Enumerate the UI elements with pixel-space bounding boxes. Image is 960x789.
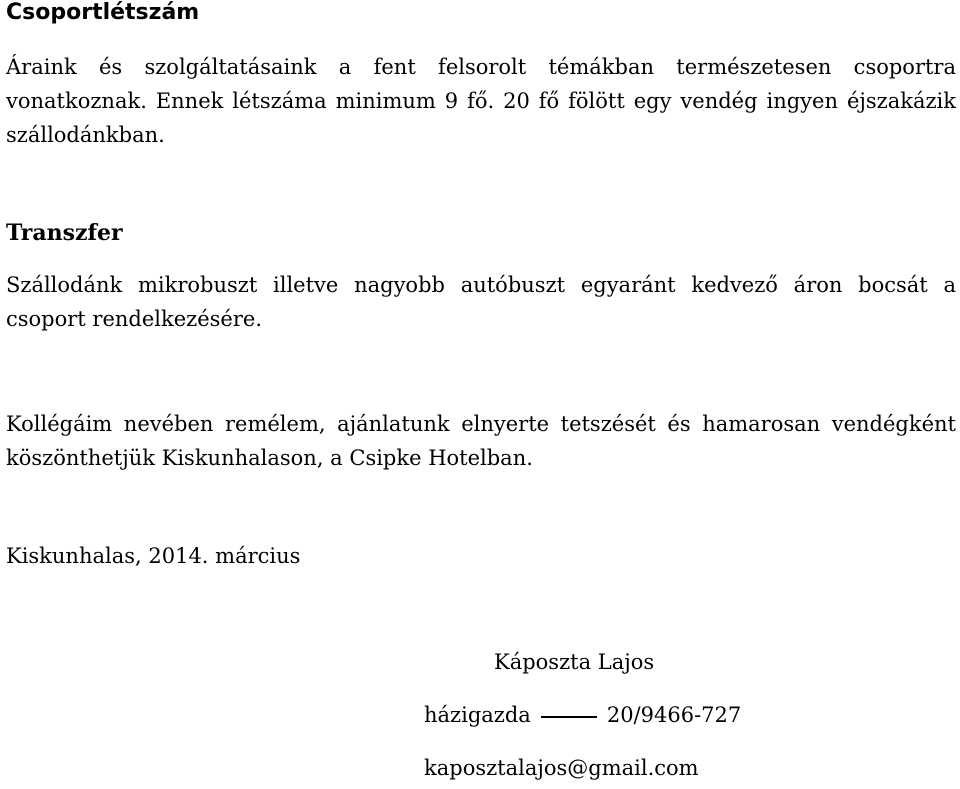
closing-paragraph: Kollégáim nevében remélem, ajánlatunk elnyerte tetszését és hamarosan vendégként köszönthetjük Kiskunhalason, a Csipke Hotelban.	[6, 412, 956, 470]
signer-role: házigazda	[424, 703, 531, 727]
date-line: Kiskunhalas, 2014. március	[6, 544, 301, 568]
section-heading-group-size: Csoportlétszám	[6, 0, 200, 25]
signer-phone: 20/9466-727	[606, 703, 742, 727]
dash-separator	[541, 716, 597, 718]
transfer-paragraph: Szállodánk mikrobuszt illetve nagyobb autóbuszt egyaránt kedvező áron bocsát a csoport rendelkezésére.	[6, 273, 956, 331]
group-size-paragraph: Áraink és szolgáltatásaink a fent felsorolt témákban természetesen csoportra vonatkoznak. Ennek létszáma minimum 9 fő. 20 fő fölött egy vendég ingyen éjszakázik szállodánkban.	[6, 55, 956, 147]
signer-name: Káposzta Lajos	[494, 650, 655, 674]
signer-role-line	[424, 703, 741, 727]
section-heading-transfer: Transzfer	[6, 220, 123, 246]
signer-email: kaposztalajos@gmail.com	[424, 756, 699, 780]
